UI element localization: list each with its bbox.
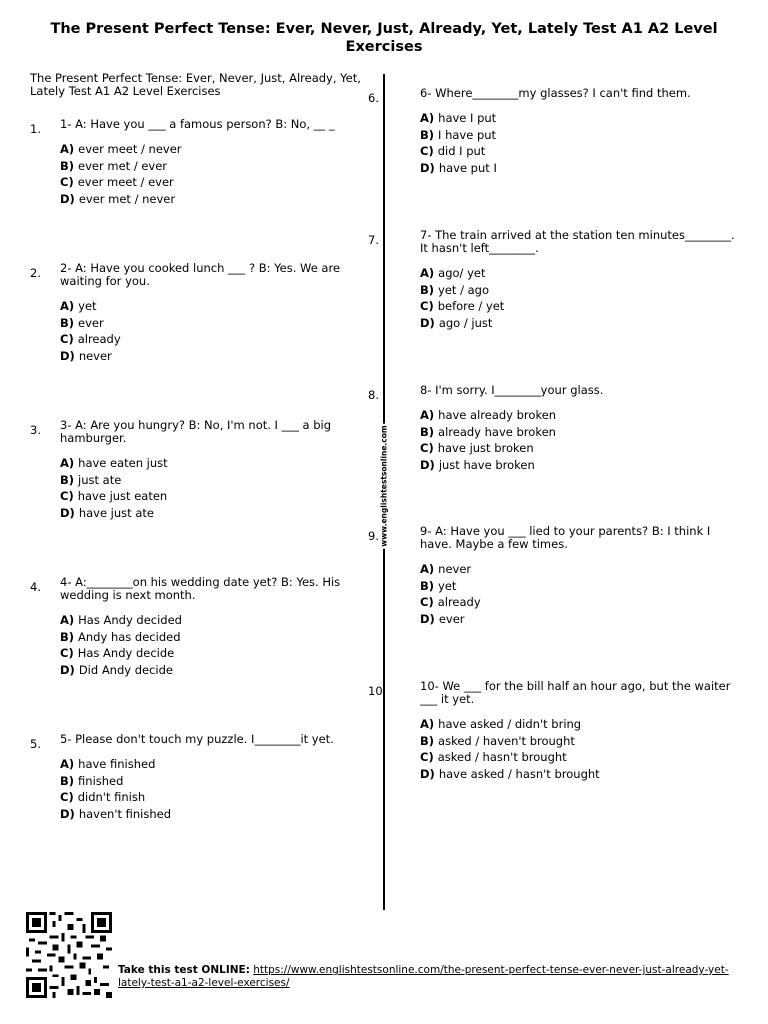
option-text: asked / hasn't brought [437, 750, 567, 764]
option-text: have I put [438, 111, 497, 125]
option-c[interactable] [60, 488, 370, 505]
option-text: just have broken [438, 457, 535, 472]
option-letter: B) [60, 773, 75, 788]
option-letter: A) [60, 613, 75, 627]
options-list [60, 756, 370, 822]
option-letter: D) [420, 611, 435, 626]
question-text: 10- We ___ for the bill half an hour ago, but the waiter ___ it yet. [420, 679, 731, 706]
question-5 [30, 733, 370, 822]
option-text: have just eaten [77, 489, 168, 503]
option-text: before / yet [437, 299, 505, 313]
option-letter: C) [420, 441, 434, 455]
options-list [420, 407, 758, 473]
option-b[interactable] [420, 424, 758, 441]
question-text: 4- A:________on his wedding date yet? B: Yes. His wedding is next month. [60, 575, 341, 602]
option-text: asked / haven't brought [438, 733, 575, 748]
question-number: 1. [30, 122, 41, 136]
option-letter: A) [60, 299, 75, 313]
option-b[interactable] [60, 472, 370, 489]
option-letter: D) [60, 662, 75, 677]
option-text: Did Andy decide [78, 662, 174, 677]
option-text: have put I [438, 160, 497, 175]
option-b[interactable] [420, 282, 758, 299]
option-a[interactable] [420, 407, 758, 424]
page-subtitle: The Present Perfect Tense: Ever, Never, Just, Already, Yet, Lately Test A1 A2 Level Exercises [30, 71, 361, 98]
option-d[interactable] [60, 806, 370, 823]
question-text: 3- A: Are you hungry? B: No, I'm not. I ___ a big hamburger. [60, 418, 332, 445]
option-c[interactable] [60, 789, 370, 806]
option-text: finished [78, 773, 124, 788]
option-a[interactable] [420, 561, 758, 578]
option-letter: D) [60, 348, 75, 363]
question-7 [368, 228, 758, 331]
option-b[interactable] [420, 127, 758, 144]
option-b[interactable] [60, 315, 370, 332]
question-1 [30, 118, 370, 207]
option-letter: D) [420, 315, 435, 330]
option-d[interactable] [60, 662, 370, 679]
option-a[interactable] [420, 716, 758, 733]
question-9 [368, 524, 758, 627]
option-b[interactable] [420, 733, 758, 750]
option-letter: C) [420, 750, 434, 764]
option-letter: D) [420, 457, 435, 472]
question-number: 4. [30, 580, 41, 594]
option-text: did I put [437, 144, 486, 158]
question-10 [368, 679, 758, 782]
option-letter: C) [420, 595, 434, 609]
option-c[interactable] [420, 143, 758, 160]
option-c[interactable] [420, 594, 758, 611]
option-letter: B) [420, 127, 435, 142]
option-b[interactable] [60, 629, 370, 646]
option-text: ever meet / ever [77, 175, 174, 189]
left-column [30, 72, 370, 822]
option-text: have asked / didn't bring [438, 717, 582, 731]
option-text: ever [78, 315, 104, 330]
option-letter: D) [420, 766, 435, 781]
option-text: ever met / never [78, 191, 176, 206]
option-c[interactable] [420, 749, 758, 766]
option-d[interactable] [420, 611, 758, 628]
option-a[interactable] [60, 141, 370, 158]
footer [118, 964, 738, 990]
question-text: 6- Where________my glasses? I can't find them. [420, 86, 691, 100]
footer-label: Take this test ONLINE: [118, 964, 250, 976]
option-text: Andy has decided [78, 629, 181, 644]
option-d[interactable] [420, 457, 758, 474]
option-a[interactable] [420, 265, 758, 282]
option-letter: D) [420, 160, 435, 175]
options-list [60, 455, 370, 521]
question-2 [30, 262, 370, 364]
option-text: already have broken [438, 424, 556, 439]
option-text: ever [438, 611, 465, 626]
option-text: haven't finished [78, 806, 172, 821]
option-text: already [77, 332, 121, 346]
option-d[interactable] [60, 505, 370, 522]
option-text: already [437, 595, 481, 609]
question-text: 7- The train arrived at the station ten minutes________. It hasn't left________. [420, 228, 735, 255]
question-8 [368, 383, 758, 473]
option-letter: C) [60, 489, 74, 503]
option-letter: A) [420, 111, 435, 125]
option-letter: C) [60, 646, 74, 660]
option-text: yet [438, 578, 457, 593]
question-number: 7. [368, 233, 379, 247]
option-letter: C) [420, 299, 434, 313]
option-c[interactable] [60, 174, 370, 191]
option-b[interactable] [60, 773, 370, 790]
option-text: have just broken [437, 441, 534, 455]
options-list [420, 110, 758, 176]
option-d[interactable] [420, 315, 758, 332]
option-text: Has Andy decide [77, 646, 175, 660]
option-letter: C) [60, 790, 74, 804]
option-text: I have put [438, 127, 497, 142]
option-letter: B) [420, 424, 435, 439]
options-list [60, 612, 370, 678]
option-letter: B) [60, 158, 75, 173]
option-text: never [438, 562, 472, 576]
option-letter: B) [420, 282, 435, 297]
option-letter: D) [60, 505, 75, 520]
option-a[interactable] [60, 455, 370, 472]
option-a[interactable] [420, 110, 758, 127]
option-text: ever meet / never [78, 142, 182, 156]
question-text: 5- Please don't touch my puzzle. I________it yet. [60, 732, 334, 746]
option-letter: C) [60, 175, 74, 189]
option-letter: A) [60, 456, 75, 470]
option-letter: B) [420, 733, 435, 748]
option-letter: B) [420, 578, 435, 593]
qr-code-icon[interactable] [24, 912, 114, 998]
option-d[interactable] [420, 766, 758, 783]
option-a[interactable] [60, 298, 370, 315]
option-letter: C) [60, 332, 74, 346]
question-number: 6. [368, 91, 379, 105]
option-text: never [78, 348, 112, 363]
option-d[interactable] [420, 160, 758, 177]
options-list [60, 141, 370, 207]
option-b[interactable] [420, 578, 758, 595]
option-letter: A) [420, 562, 435, 576]
option-text: didn't finish [77, 790, 146, 804]
question-number: 2. [30, 266, 41, 280]
option-text: have finished [78, 757, 156, 771]
option-d[interactable] [60, 191, 370, 208]
option-c[interactable] [60, 645, 370, 662]
question-text: 1- A: Have you ___ a famous person? B: No, __ _ [60, 117, 335, 131]
question-number: 3. [30, 423, 41, 437]
option-text: ago / just [438, 315, 493, 330]
option-text: have just ate [78, 505, 154, 520]
option-letter: A) [420, 408, 435, 422]
question-text: 9- A: Have you ___ lied to your parents? B: I think I have. Maybe a few times. [420, 524, 711, 551]
question-number: 8. [368, 388, 379, 402]
option-letter: B) [60, 315, 75, 330]
option-letter: A) [60, 757, 75, 771]
option-c[interactable] [420, 440, 758, 457]
question-text: 2- A: Have you cooked lunch ___ ? B: Yes. We are waiting for you. [60, 261, 341, 288]
options-list [420, 561, 758, 627]
option-text: have already broken [438, 408, 557, 422]
question-3 [30, 419, 370, 521]
option-text: ago/ yet [438, 266, 486, 280]
option-letter: B) [60, 472, 75, 487]
vertical-site-url: www.englishtestsonline.com [379, 425, 389, 547]
option-a[interactable] [60, 612, 370, 629]
question-4 [30, 576, 370, 678]
option-text: have eaten just [78, 456, 168, 470]
options-list [420, 716, 758, 782]
option-a[interactable] [60, 756, 370, 773]
page-title: The Present Perfect Tense: Ever, Never, Just, Already, Yet, Lately Test A1 A2 Level Exercises [50, 21, 718, 55]
option-letter: A) [60, 142, 75, 156]
question-text: 8- I'm sorry. I________your glass. [420, 383, 604, 397]
option-letter: A) [420, 266, 435, 280]
option-text: ever met / ever [78, 158, 168, 173]
option-letter: A) [420, 717, 435, 731]
test-online-link[interactable]: https://www.englishtestsonline.com/the-present-perfect-tense-ever-never-just-already-yet-lately-test-a1-a2-level-exercises/ [118, 964, 729, 989]
option-letter: C) [420, 144, 434, 158]
options-list [60, 298, 370, 364]
option-letter: D) [60, 806, 75, 821]
option-c[interactable] [420, 298, 758, 315]
option-text: have asked / hasn't brought [438, 766, 600, 781]
question-number: 9. [368, 529, 379, 543]
option-text: Has Andy decided [78, 613, 182, 627]
question-number: 10. [368, 684, 387, 698]
option-text: just ate [78, 472, 122, 487]
option-text: yet / ago [438, 282, 489, 297]
option-letter: D) [60, 191, 75, 206]
option-b[interactable] [60, 158, 370, 175]
options-list [420, 265, 758, 331]
option-d[interactable] [60, 348, 370, 365]
question-number: 5. [30, 737, 41, 751]
option-c[interactable] [60, 331, 370, 348]
question-6 [368, 86, 758, 176]
option-letter: B) [60, 629, 75, 644]
option-text: yet [78, 299, 97, 313]
